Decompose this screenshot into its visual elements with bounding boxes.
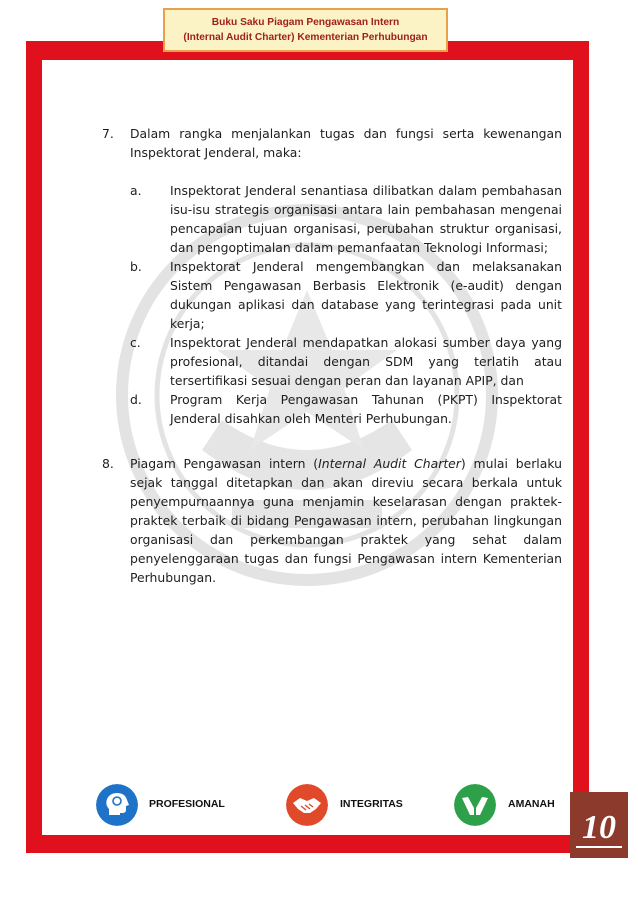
page-number-underline bbox=[576, 846, 622, 848]
page-number: 10 bbox=[582, 809, 616, 846]
list-letter: c. bbox=[130, 335, 141, 350]
list-item-text: Program Kerja Pengawasan Tahunan (PKPT) Inspektorat Jenderal disahkan oleh Menteri Perhubungan. bbox=[170, 392, 562, 426]
sub-list bbox=[130, 181, 562, 428]
list-item bbox=[130, 181, 562, 257]
item-7-intro: Dalam rangka menjalankan tugas dan fungsi serta kewenangan Inspektorat Jenderal, maka: bbox=[130, 126, 562, 160]
hands-icon bbox=[454, 784, 496, 826]
item-8-text-start: Piagam Pengawasan intern ( bbox=[130, 456, 319, 471]
page-content-area bbox=[42, 60, 573, 835]
list-item-text: Inspektorat Jenderal senantiasa dilibatkan dalam pembahasan isu-isu strategis organisasi antara lain pembahasan mengenai pencapaian tujuan organisasi, perubahan struktur organisasi, dan pengoptimalan dalam pemanfaatan Teknologi Informasi; bbox=[170, 183, 562, 255]
list-item-text: Inspektorat Jenderal mendapatkan alokasi sumber daya yang profesional, ditandai dengan SDM yang terlatih atau tersertifikasi sesuai dengan peran dan layanan APIP, dan bbox=[170, 335, 562, 388]
footer-values bbox=[42, 778, 573, 828]
item-8-text bbox=[130, 454, 562, 587]
document-body bbox=[42, 60, 573, 835]
head-icon bbox=[96, 784, 138, 826]
list-letter: d. bbox=[130, 392, 142, 407]
header-box bbox=[163, 8, 448, 52]
list-item bbox=[130, 390, 562, 428]
list-item-text: Inspektorat Jenderal mengembangkan dan melaksanakan Sistem Pengawasan Berbasis Elektronik (e-audit) dengan dukungan aplikasi dan database yang terintegrasi pada unit kerja; bbox=[170, 259, 562, 331]
handshake-icon bbox=[286, 784, 328, 826]
item-number: 7. bbox=[102, 126, 114, 141]
item-number: 8. bbox=[102, 456, 114, 471]
value-label-amanah: AMANAH bbox=[508, 798, 555, 810]
item-8-text-end: ) mulai berlaku sejak tanggal ditetapkan dan akan direviu secara berkala untuk penyempurnaannya guna menjamin keselarasan dengan praktek-praktek terbaik di bidang Pengawasan intern, perubahan lingkungan organisasi dan perkembangan praktek yang sehat dalam penyelenggaraan tugas dan fungsi Pengawasan intern Kementerian Perhubungan. bbox=[130, 456, 562, 585]
header-line-1: Buku Saku Piagam Pengawasan Intern bbox=[211, 17, 400, 28]
list-letter: a. bbox=[130, 183, 142, 198]
list-item bbox=[130, 257, 562, 333]
list-item bbox=[130, 333, 562, 390]
value-label-profesional: PROFESIONAL bbox=[149, 798, 225, 810]
list-letter: b. bbox=[130, 259, 142, 274]
value-label-integritas: INTEGRITAS bbox=[340, 798, 403, 810]
header-line-2: (Internal Audit Charter) Kementerian Perhubungan bbox=[183, 32, 428, 43]
page-number-box bbox=[570, 792, 628, 858]
item-8-text-italic: Internal Audit Charter bbox=[318, 456, 461, 471]
